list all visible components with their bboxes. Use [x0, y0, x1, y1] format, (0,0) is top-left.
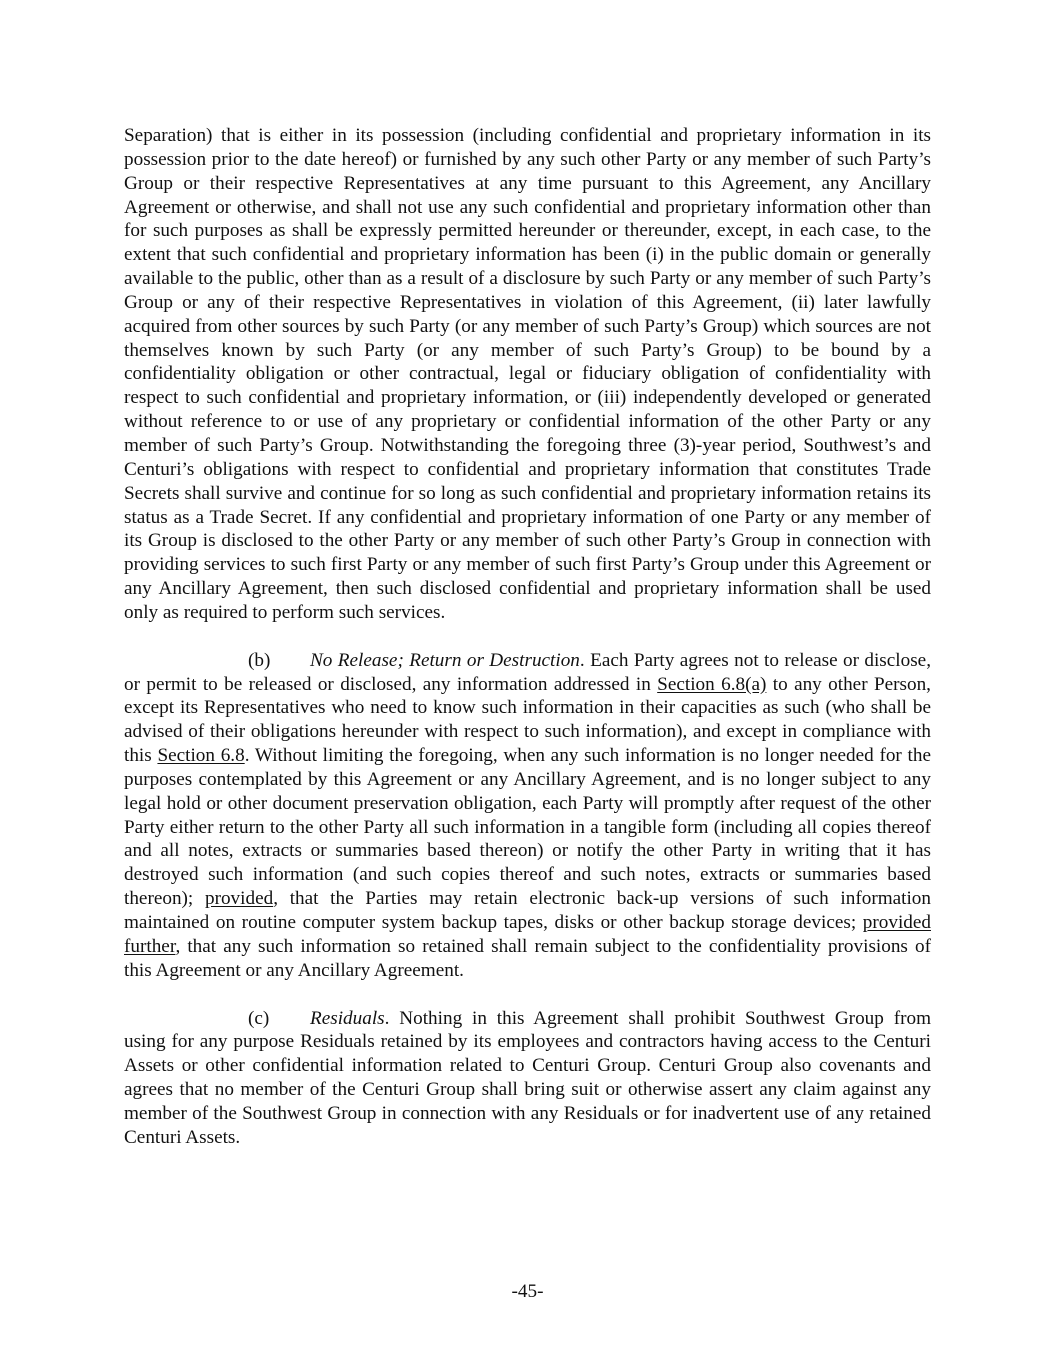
continued-paragraph-text: Separation) that is either in its possession (including confidential and proprietary information in its possession prior to the date hereof) or furnished by any such other Party or any member of such Party’s Group or their respective Representatives at any time pursuant to this Agreement, any Ancillary Agreement or otherwise, and shall not use any such confidential and proprietary information other than for such purposes as shall be expressly permitted hereunder or thereunder, except, in each case, to the extent that such confidential and proprietary information has been (i) in the public domain or generally available to the public, other than as a result of a disclosure by such Party or any member of such Party’s Group or any of their respective Representatives in violation of this Agreement, (ii) later lawfully acquired from other sources by such Party (or any member of such Party’s Group) which sources are not themselves known by such Party (or any member of such Party’s Group) to be bound by a confidentiality obligation or other contractual, legal or fiduciary obligation of confidentiality with respect to such confidential and proprietary information, or (iii) independently developed or generated without reference to or use of any proprietary or confidential information of the other Party or any member of such Party’s Group. Notwithstanding the foregoing three (3)-year period, Southwest’s and Centuri’s obligations with respect to confidential and proprietary information that constitutes Trade Secrets shall survive and continue for so long as such confidential and proprietary information retains its status as a Trade Secret. If any confidential and proprietary information of one Party or any member of its Group is disclosed to the other Party or any member of such other Party’s Group in connection with providing services to such first Party or any member of such first Party’s Group under this Agreement or any Ancillary Agreement, then such disclosed confidential and proprietary information shall be used only as required to perform such services.: [124, 125, 931, 623]
section-b-marker: (b): [248, 649, 271, 671]
document-page: [124, 124, 931, 1150]
proviso-provided-further: provided further: [124, 912, 931, 957]
section-6-8-reference: Section 6.8: [157, 745, 245, 767]
section-c-paragraph: [124, 1007, 931, 1150]
paragraph-gap: [124, 983, 931, 1007]
section-6-8a-reference: Section 6.8(a): [657, 673, 767, 695]
proviso-provided: provided: [204, 888, 274, 910]
section-b-text-2: to any other Person, except its Representatives who need to know such information in their capacities as such (who shall be advised of their obligations hereunder with respect to such information), and except in compliance with this: [124, 673, 931, 767]
section-b-paragraph: [124, 649, 931, 983]
section-b-text-1: . Each Party agrees not to release or disclose, or permit to be released or disclosed, any information addressed in: [124, 649, 931, 695]
section-c-text: . Nothing in this Agreement shall prohibit Southwest Group from using for any purpose Residuals retained by its employees and contractors having access to the Centuri Assets or other confidential information related to Centuri Group. Centuri Group also covenants and agrees that no member of the Centuri Group shall bring suit or otherwise assert any claim against any member of the Southwest Group in connection with any Residuals or for inadvertent use of any retained Centuri Assets.: [124, 1007, 931, 1148]
section-c-title: Residuals: [310, 1007, 385, 1029]
section-b-text-5: , that any such information so retained shall remain subject to the confidentiality provisions of this Agreement or any Ancillary Agreement.: [124, 935, 931, 981]
section-c-marker: (c): [248, 1007, 270, 1029]
paragraph-gap: [124, 625, 931, 649]
section-b-text-4: , that the Parties may retain electronic back-up versions of such information maintained on routine computer system backup tapes, disks or other backup storage devices;: [124, 888, 931, 933]
page-number: -45-: [511, 1281, 544, 1302]
section-b-text-3: . Without limiting the foregoing, when any such information is no longer needed for the purposes contemplated by this Agreement or any Ancillary Agreement, and is no longer subject to any legal hold or other document preservation obligation, each Party will promptly after request of the other Party either return to the other Party all such information in a tangible form (including all copies thereof and all notes, extracts or summaries based thereon) or notify the other Party in writing that it has destroyed such information (and such copies thereof and such notes, extracts or summaries based thereon);: [124, 745, 931, 910]
section-b-title: No Release; Return or Destruction: [310, 649, 580, 671]
continued-paragraph: [124, 124, 931, 625]
